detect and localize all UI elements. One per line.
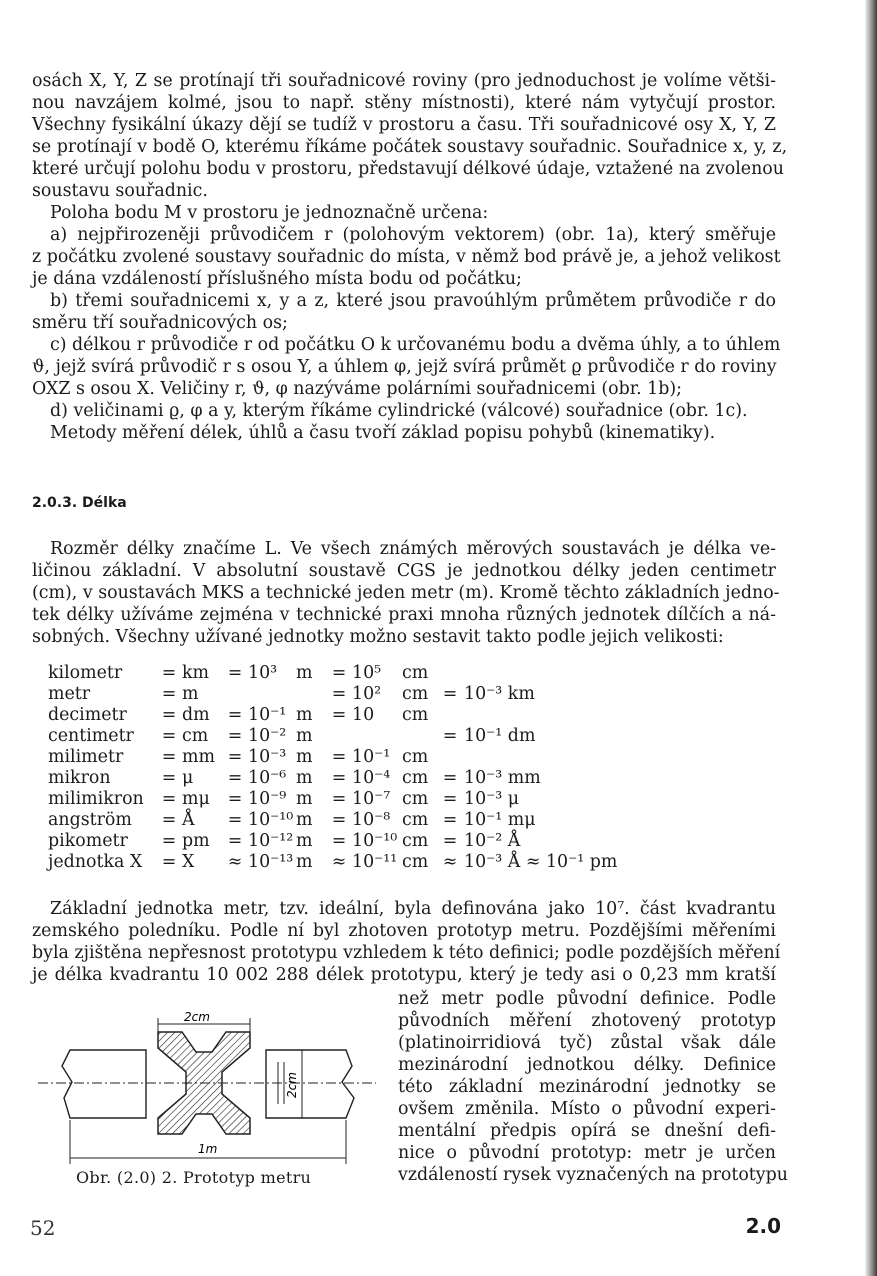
unit-value-cell: m bbox=[296, 726, 313, 746]
unit-value-cell: μ bbox=[182, 768, 194, 788]
unit-value-cell: pm bbox=[182, 831, 210, 851]
right-column-text bbox=[398, 988, 788, 1186]
units-table-row bbox=[48, 789, 617, 810]
unit-value-cell: m bbox=[182, 684, 199, 704]
unit-value-cell bbox=[248, 684, 296, 705]
unit-value-cell bbox=[436, 705, 464, 726]
unit-value-cell: 10⁵ bbox=[352, 663, 382, 683]
text-line: zemského poledníku. Podle ní byl zhotoven prototyp metru. Pozdějšími měřeními bbox=[32, 921, 776, 941]
text-line: (cm), v soustavách MKS a technické jeden metr (m). Kromě těchto základních jedno- bbox=[32, 583, 780, 603]
unit-value-cell bbox=[464, 663, 617, 684]
page-number: 52 bbox=[30, 1216, 56, 1240]
text-line: (platinoirridiová tyč) zůstal však dále bbox=[398, 1033, 776, 1053]
unit-value-cell: = bbox=[331, 747, 347, 767]
unit-value-cell bbox=[402, 726, 436, 747]
unit-value-cell: cm bbox=[402, 831, 429, 851]
unit-value-cell: cm bbox=[402, 852, 429, 872]
unit-value-cell: 10⁻¹ bbox=[352, 747, 391, 767]
text-line: nou navzájem kolmé, jsou to např. stěny místnosti), které nám vytyčují prostor. bbox=[32, 93, 776, 113]
unit-name-cell: decimetr bbox=[48, 705, 127, 725]
text-line: této základní mezinárodní jednotky se bbox=[398, 1077, 776, 1097]
unit-value-cell: 10⁻² Å bbox=[464, 831, 521, 851]
unit-value-cell: = bbox=[227, 768, 243, 788]
text-line: směru tří souřadnicových os; bbox=[32, 313, 288, 333]
unit-value-cell: = bbox=[161, 768, 177, 788]
units-table-row bbox=[48, 747, 617, 768]
unit-value-cell: m bbox=[296, 747, 313, 767]
bar-right-segment bbox=[266, 1050, 354, 1118]
unit-value-cell: = bbox=[161, 705, 177, 725]
units-table-row bbox=[48, 684, 617, 705]
unit-value-cell: = bbox=[161, 789, 177, 809]
unit-value-cell: 10⁻¹¹ bbox=[352, 852, 398, 872]
unit-name-cell: jednotka X bbox=[48, 852, 143, 872]
unit-value-cell: = bbox=[331, 768, 347, 788]
unit-value-cell: = bbox=[442, 831, 458, 851]
text-line: byla zjištěna nepřesnost prototypu vzhledem k této definici; podle pozdějších měření bbox=[32, 943, 781, 963]
unit-value-cell: mμ bbox=[182, 789, 210, 809]
text-line: je délka kvadrantu 10 002 288 délek prototypu, který je tedy asi o 0,23 mm kratší bbox=[32, 965, 776, 985]
unit-value-cell: 10⁻³ Å ≈ 10⁻¹ pm bbox=[464, 852, 618, 872]
unit-value-cell: ≈ bbox=[331, 852, 347, 872]
unit-value-cell: 10⁻⁸ bbox=[352, 810, 391, 830]
unit-value-cell: = bbox=[331, 684, 347, 704]
text-line: se protínají v bodě O, kterému říkáme počátek soustavy souřadnic. Souřadnice x, y, z, bbox=[32, 137, 788, 157]
unit-value-cell: 10⁻⁴ bbox=[352, 768, 391, 788]
unit-value-cell: = bbox=[331, 663, 347, 683]
text-line: nice o původní prototyp: metr je určen bbox=[398, 1143, 776, 1163]
intro-paragraph bbox=[32, 70, 788, 444]
unit-value-cell: = bbox=[442, 810, 458, 830]
unit-value-cell: 10⁻² bbox=[248, 726, 287, 746]
section-heading: 2.0.3. Délka bbox=[32, 495, 127, 511]
dimension-label-bottom: 1m bbox=[198, 1142, 218, 1156]
unit-value-cell: = bbox=[161, 831, 177, 851]
unit-name-cell: metr bbox=[48, 684, 91, 704]
unit-value-cell: = bbox=[161, 852, 177, 872]
unit-value-cell: 10⁻⁶ bbox=[248, 768, 287, 788]
unit-name-cell: mikron bbox=[48, 768, 111, 788]
unit-value-cell: 10⁻¹⁰ bbox=[248, 810, 294, 830]
unit-value-cell: 10⁻³ μ bbox=[464, 789, 520, 809]
unit-value-cell: = bbox=[227, 747, 243, 767]
dimension-label-top: 2cm bbox=[184, 1010, 210, 1024]
unit-value-cell: = bbox=[442, 684, 458, 704]
unit-value-cell: 10⁻¹² bbox=[248, 831, 294, 851]
text-line: OXZ s osou X. Veličiny r, ϑ, φ nazýváme polárními souřadnicemi (obr. 1b); bbox=[32, 379, 683, 399]
unit-value-cell: = bbox=[227, 789, 243, 809]
unit-name-cell: centimetr bbox=[48, 726, 134, 746]
unit-value-cell: m bbox=[296, 789, 313, 809]
unit-name-cell: milimikron bbox=[48, 789, 144, 809]
unit-value-cell: = bbox=[442, 789, 458, 809]
unit-value-cell: = bbox=[331, 789, 347, 809]
unit-value-cell: = bbox=[227, 810, 243, 830]
unit-value-cell bbox=[436, 747, 464, 768]
units-table bbox=[48, 663, 617, 873]
unit-value-cell: 10⁻⁷ bbox=[352, 789, 391, 809]
text-line: Rozměr délky značíme L. Ve všech známých měrových soustavách je délka ve- bbox=[50, 539, 776, 559]
unit-value-cell: 10 bbox=[352, 705, 375, 725]
metre-paragraph bbox=[32, 898, 781, 986]
unit-value-cell: cm bbox=[402, 663, 429, 683]
unit-value-cell: Å bbox=[182, 810, 195, 830]
unit-name-cell: angstrӧm bbox=[48, 810, 132, 830]
unit-name-cell: milimetr bbox=[48, 747, 124, 767]
text-line: vzdáleností rysek vyznačených na prototypu bbox=[398, 1165, 788, 1185]
unit-value-cell: m bbox=[296, 831, 313, 851]
unit-value-cell: = bbox=[161, 726, 177, 746]
unit-value-cell: m bbox=[296, 768, 313, 788]
unit-value-cell: = bbox=[227, 831, 243, 851]
text-line: b) třemi souřadnicemi x, y a z, které jsou pravoúhlým průmětem průvodiče r do bbox=[50, 291, 776, 311]
units-table-row bbox=[48, 768, 617, 789]
text-line: osách X, Y, Z se protínají tři souřadnicové roviny (pro jednoduchost je volíme větši- bbox=[32, 71, 776, 91]
unit-value-cell: cm bbox=[402, 789, 429, 809]
text-line: mezinárodní jednotkou délky. Definice bbox=[398, 1055, 776, 1075]
units-table-row bbox=[48, 831, 617, 852]
text-line: soustavu souřadnic. bbox=[32, 181, 208, 201]
text-line: Metody měření délek, úhlů a času tvoří základ popisu pohybů (kinematiky). bbox=[50, 423, 716, 443]
text-line: ličinou základní. V absolutní soustavě CGS je jednotkou délky jeden centimetr bbox=[32, 561, 776, 581]
text-line: Poloha bodu M v prostoru je jednoznačně určena: bbox=[50, 203, 489, 223]
unit-value-cell: cm bbox=[182, 726, 209, 746]
text-line: Základní jednotka metr, tzv. ideální, byla definována jako 10⁷. část kvadrantu bbox=[50, 899, 776, 919]
unit-name-cell: pikometr bbox=[48, 831, 128, 851]
unit-value-cell bbox=[326, 726, 352, 747]
unit-value-cell: 10⁻¹⁰ bbox=[352, 831, 398, 851]
unit-value-cell: X bbox=[182, 852, 195, 872]
unit-value-cell: cm bbox=[402, 705, 429, 725]
unit-value-cell: = bbox=[161, 810, 177, 830]
unit-value-cell: 10² bbox=[352, 684, 382, 704]
text-line: tek délky užíváme zejména v technické praxi mnoha různých jednotek dílčích a ná- bbox=[32, 605, 776, 625]
units-table-row bbox=[48, 663, 617, 684]
unit-value-cell: 10⁻¹ bbox=[248, 705, 287, 725]
unit-value-cell: mm bbox=[182, 747, 215, 767]
text-line: z počátku zvolené soustavy souřadnic do místa, v němž bod právě je, a jehož velikost bbox=[32, 247, 781, 267]
unit-value-cell: 10⁻¹ dm bbox=[464, 726, 536, 746]
unit-value-cell: = bbox=[161, 747, 177, 767]
unit-value-cell: m bbox=[296, 705, 313, 725]
units-table-row bbox=[48, 810, 617, 831]
text-line: d) veličinami ϱ, φ a y, kterým říkáme cylindrické (válcové) souřadnice (obr. 1c). bbox=[50, 401, 748, 421]
unit-value-cell: cm bbox=[402, 810, 429, 830]
unit-value-cell bbox=[436, 663, 464, 684]
unit-value-cell: = bbox=[161, 684, 177, 704]
text-line: než metr podle původní definice. Podle bbox=[398, 989, 776, 1009]
text-line: Všechny fysikální úkazy dějí se tudíž v prostoru a času. Tři souřadnicové osy X, Y, Z bbox=[32, 115, 776, 135]
unit-value-cell: km bbox=[182, 663, 210, 683]
unit-value-cell: = bbox=[331, 831, 347, 851]
length-paragraph bbox=[32, 538, 780, 648]
unit-value-cell: 10⁻¹ mμ bbox=[464, 810, 536, 830]
unit-value-cell: = bbox=[331, 705, 347, 725]
unit-value-cell bbox=[222, 684, 248, 705]
unit-value-cell: dm bbox=[182, 705, 210, 725]
unit-value-cell: m bbox=[296, 852, 313, 872]
unit-value-cell: = bbox=[227, 663, 243, 683]
section-code: 2.0 bbox=[745, 1214, 781, 1238]
unit-value-cell: ≈ bbox=[442, 852, 458, 872]
unit-value-cell bbox=[464, 747, 617, 768]
unit-value-cell: 10³ bbox=[248, 663, 278, 683]
unit-value-cell: = bbox=[161, 663, 177, 683]
unit-value-cell bbox=[464, 705, 617, 726]
units-table-row bbox=[48, 852, 617, 873]
unit-value-cell: = bbox=[227, 726, 243, 746]
figure-caption: Obr. (2.0) 2. Prototyp metru bbox=[76, 1168, 312, 1187]
unit-value-cell: = bbox=[442, 768, 458, 788]
prototype-metre-figure bbox=[34, 1010, 380, 1172]
units-table-row bbox=[48, 726, 617, 747]
unit-value-cell: 10⁻³ mm bbox=[464, 768, 541, 788]
unit-value-cell: cm bbox=[402, 684, 429, 704]
unit-value-cell: 10⁻⁹ bbox=[248, 789, 287, 809]
unit-value-cell: m bbox=[296, 663, 313, 683]
unit-value-cell: 10⁻³ km bbox=[464, 684, 535, 704]
unit-value-cell: 10⁻³ bbox=[248, 747, 287, 767]
text-line: c) délkou r průvodiče r od počátku O k určovanému bodu a dvěma úhly, a to úhlem bbox=[50, 335, 781, 355]
unit-value-cell: cm bbox=[402, 747, 429, 767]
text-line: je dána vzdáleností příslušného místa bodu od počátku; bbox=[32, 269, 522, 289]
unit-value-cell: m bbox=[296, 810, 313, 830]
bar-left-segment bbox=[62, 1050, 146, 1118]
text-line: mentální předpis opírá se dnešní defi- bbox=[398, 1121, 776, 1141]
text-line: ϑ, jejž svírá průvodič r s osou Y, a úhlem φ, jejž svírá průmět ϱ průvodiče r do roviny bbox=[32, 357, 777, 377]
text-line: původních měření zhotovený prototyp bbox=[398, 1011, 776, 1031]
dimension-label-right: 2cm bbox=[285, 1072, 299, 1098]
units-table-row bbox=[48, 705, 617, 726]
text-line: ovšem změnila. Místo o původní experi- bbox=[398, 1099, 776, 1119]
unit-value-cell: 10⁻¹³ bbox=[248, 852, 294, 872]
unit-name-cell: kilometr bbox=[48, 663, 123, 683]
unit-value-cell: = bbox=[331, 810, 347, 830]
text-line: sobných. Všechny užívané jednotky možno sestavit takto podle jejich velikosti: bbox=[32, 627, 724, 647]
unit-value-cell bbox=[352, 726, 402, 747]
unit-value-cell: = bbox=[442, 726, 458, 746]
text-line: a) nejpřirozeněji průvodičem r (polohovým vektorem) (obr. 1a), který směřuje bbox=[50, 225, 776, 245]
text-line: které určují polohu bodu v prostoru, představují délkové údaje, vztažené na zvolenou bbox=[32, 159, 784, 179]
unit-value-cell: = bbox=[227, 705, 243, 725]
unit-value-cell: ≈ bbox=[227, 852, 243, 872]
unit-value-cell: cm bbox=[402, 768, 429, 788]
unit-value-cell bbox=[296, 684, 326, 705]
